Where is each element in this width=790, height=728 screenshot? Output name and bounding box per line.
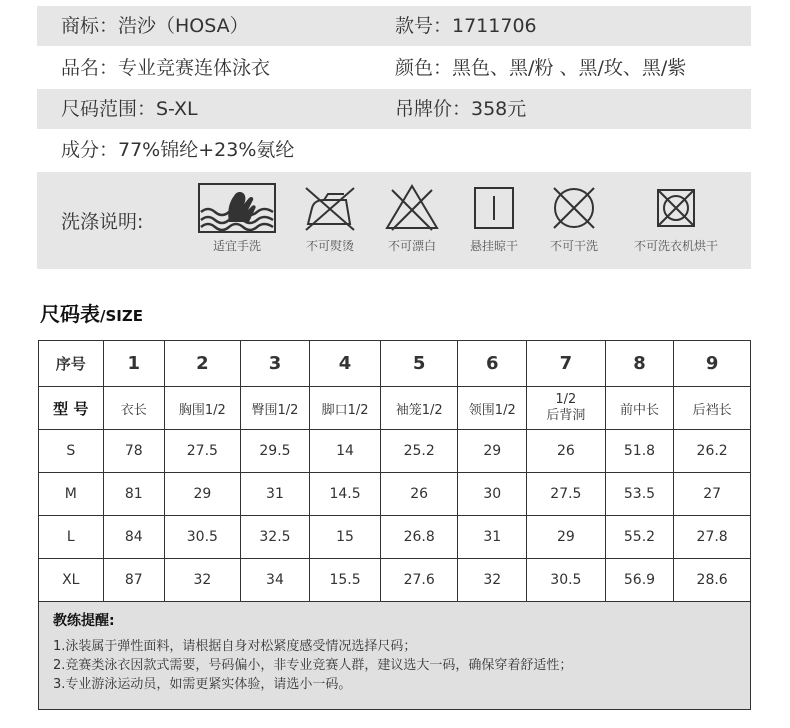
value-cell: 15 — [310, 516, 381, 559]
type-cell: 后裆长 — [674, 387, 751, 430]
value-cell: 27.5 — [165, 430, 241, 473]
header-cell: 序号 — [39, 341, 104, 387]
header-cell: 1 — [103, 341, 165, 387]
value-cell: 51.8 — [605, 430, 674, 473]
type-cell: 领围1/2 — [458, 387, 527, 430]
value-cell: 34 — [240, 559, 310, 602]
info-row-size — [37, 89, 751, 129]
hand-wash-icon — [196, 182, 278, 234]
wash-item-no-iron — [293, 182, 367, 254]
wash-item-hand-wash — [189, 182, 285, 254]
wash-label: 洗涤说明: — [61, 211, 144, 233]
value-cell: 30 — [458, 473, 527, 516]
type-cell-back-hole — [527, 387, 606, 430]
info-row-name — [37, 48, 751, 88]
value-cell: 84 — [103, 516, 165, 559]
wash-caption-hand-wash: 适宜手洗 — [212, 239, 261, 253]
type-cell: 臀围1/2 — [240, 387, 310, 430]
value-cell: 26.8 — [380, 516, 458, 559]
composition-text: 成分：77%锦纶+23%氨纶 — [61, 139, 295, 161]
size-chart-title — [40, 300, 143, 330]
value-cell: 14.5 — [310, 473, 381, 516]
header-cell: 7 — [527, 341, 606, 387]
no-iron-icon — [300, 182, 360, 234]
value-cell: 26.2 — [674, 430, 751, 473]
wash-caption-hang-dry: 悬挂晾干 — [469, 239, 518, 253]
value-cell: 31 — [458, 516, 527, 559]
size-table — [38, 340, 751, 602]
value-cell: 26 — [380, 473, 458, 516]
type-cell: 型 号 — [39, 387, 104, 430]
value-cell: 30.5 — [527, 559, 606, 602]
wash-caption-no-iron: 不可熨烫 — [305, 239, 354, 253]
note-line: 3.专业游泳运动员，如需更紧实体验，请选小一码。 — [53, 677, 352, 692]
type-cell: 前中长 — [605, 387, 674, 430]
table-header-row — [39, 341, 751, 387]
size-cell: S — [39, 430, 104, 473]
info-row-brand — [37, 6, 751, 46]
wash-caption-no-dry-clean: 不可干洗 — [549, 239, 598, 253]
header-cell: 9 — [674, 341, 751, 387]
header-cell: 3 — [240, 341, 310, 387]
colors-text: 颜色：黑色、黑/粉 、黑/玫、黑/紫 — [395, 57, 687, 79]
type-cell: 胸围1/2 — [165, 387, 241, 430]
size-range-text: 尺码范围：S-XL — [61, 98, 198, 120]
value-cell: 28.6 — [674, 559, 751, 602]
note-line: 1.泳装属于弹性面料，请根据自身对松紧度感受情况选择尺码； — [53, 639, 417, 654]
value-cell: 27.5 — [527, 473, 606, 516]
value-cell: 14 — [310, 430, 381, 473]
size-chart-title-cn: 尺码表 — [40, 302, 100, 326]
size-cell: XL — [39, 559, 104, 602]
size-cell: L — [39, 516, 104, 559]
brand-text: 商标：浩沙（HOSA） — [61, 15, 249, 37]
value-cell: 27 — [674, 473, 751, 516]
wash-item-hang-dry — [457, 182, 531, 254]
value-cell: 29 — [165, 473, 241, 516]
header-cell: 8 — [605, 341, 674, 387]
wash-item-no-tumble-dry — [619, 182, 733, 254]
value-cell: 87 — [103, 559, 165, 602]
value-cell: 27.6 — [380, 559, 458, 602]
wash-caption-no-tumble-dry: 不可洗衣机烘干 — [633, 239, 718, 253]
value-cell: 25.2 — [380, 430, 458, 473]
table-row — [39, 559, 751, 602]
value-cell: 32 — [165, 559, 241, 602]
wash-item-no-bleach — [375, 182, 449, 254]
style-no-text: 款号：1711706 — [395, 15, 537, 37]
value-cell: 30.5 — [165, 516, 241, 559]
header-cell: 4 — [310, 341, 381, 387]
size-cell: M — [39, 473, 104, 516]
value-cell: 29 — [527, 516, 606, 559]
note-line: 2.竞赛类泳衣因款式需要，号码偏小，非专业竞赛人群，建议选大一码，确保穿着舒适性； — [53, 658, 573, 673]
value-cell: 78 — [103, 430, 165, 473]
value-cell: 31 — [240, 473, 310, 516]
value-cell: 26 — [527, 430, 606, 473]
value-cell: 81 — [103, 473, 165, 516]
tag-price-text: 吊牌价：358元 — [395, 98, 527, 120]
coach-notes — [38, 602, 751, 710]
info-row-composition — [37, 130, 751, 170]
value-cell: 55.2 — [605, 516, 674, 559]
value-cell: 53.5 — [605, 473, 674, 516]
no-tumble-dry-icon — [646, 182, 706, 234]
table-type-row — [39, 387, 751, 430]
table-row — [39, 473, 751, 516]
value-cell: 56.9 — [605, 559, 674, 602]
value-cell: 32.5 — [240, 516, 310, 559]
product-name-text: 品名：专业竞赛连体泳衣 — [61, 57, 271, 79]
no-dry-clean-icon — [544, 182, 604, 234]
type-cell-line: 1/2 — [555, 392, 577, 407]
type-cell: 袖笼1/2 — [380, 387, 458, 430]
value-cell: 29.5 — [240, 430, 310, 473]
type-cell-line: 后背洞 — [546, 408, 586, 423]
no-bleach-icon — [382, 182, 442, 234]
type-cell: 衣长 — [103, 387, 165, 430]
value-cell: 32 — [458, 559, 527, 602]
table-row — [39, 430, 751, 473]
hang-dry-icon — [464, 182, 524, 234]
header-cell: 2 — [165, 341, 241, 387]
size-chart-title-en: /SIZE — [100, 307, 143, 325]
notes-title: 教练提醒: — [53, 613, 115, 629]
wash-item-no-dry-clean — [537, 182, 611, 254]
wash-caption-no-bleach: 不可漂白 — [387, 239, 436, 253]
value-cell: 29 — [458, 430, 527, 473]
header-cell: 5 — [380, 341, 458, 387]
value-cell: 15.5 — [310, 559, 381, 602]
table-row — [39, 516, 751, 559]
header-cell: 6 — [458, 341, 527, 387]
value-cell: 27.8 — [674, 516, 751, 559]
type-cell: 脚口1/2 — [310, 387, 381, 430]
wash-instructions — [37, 172, 751, 269]
